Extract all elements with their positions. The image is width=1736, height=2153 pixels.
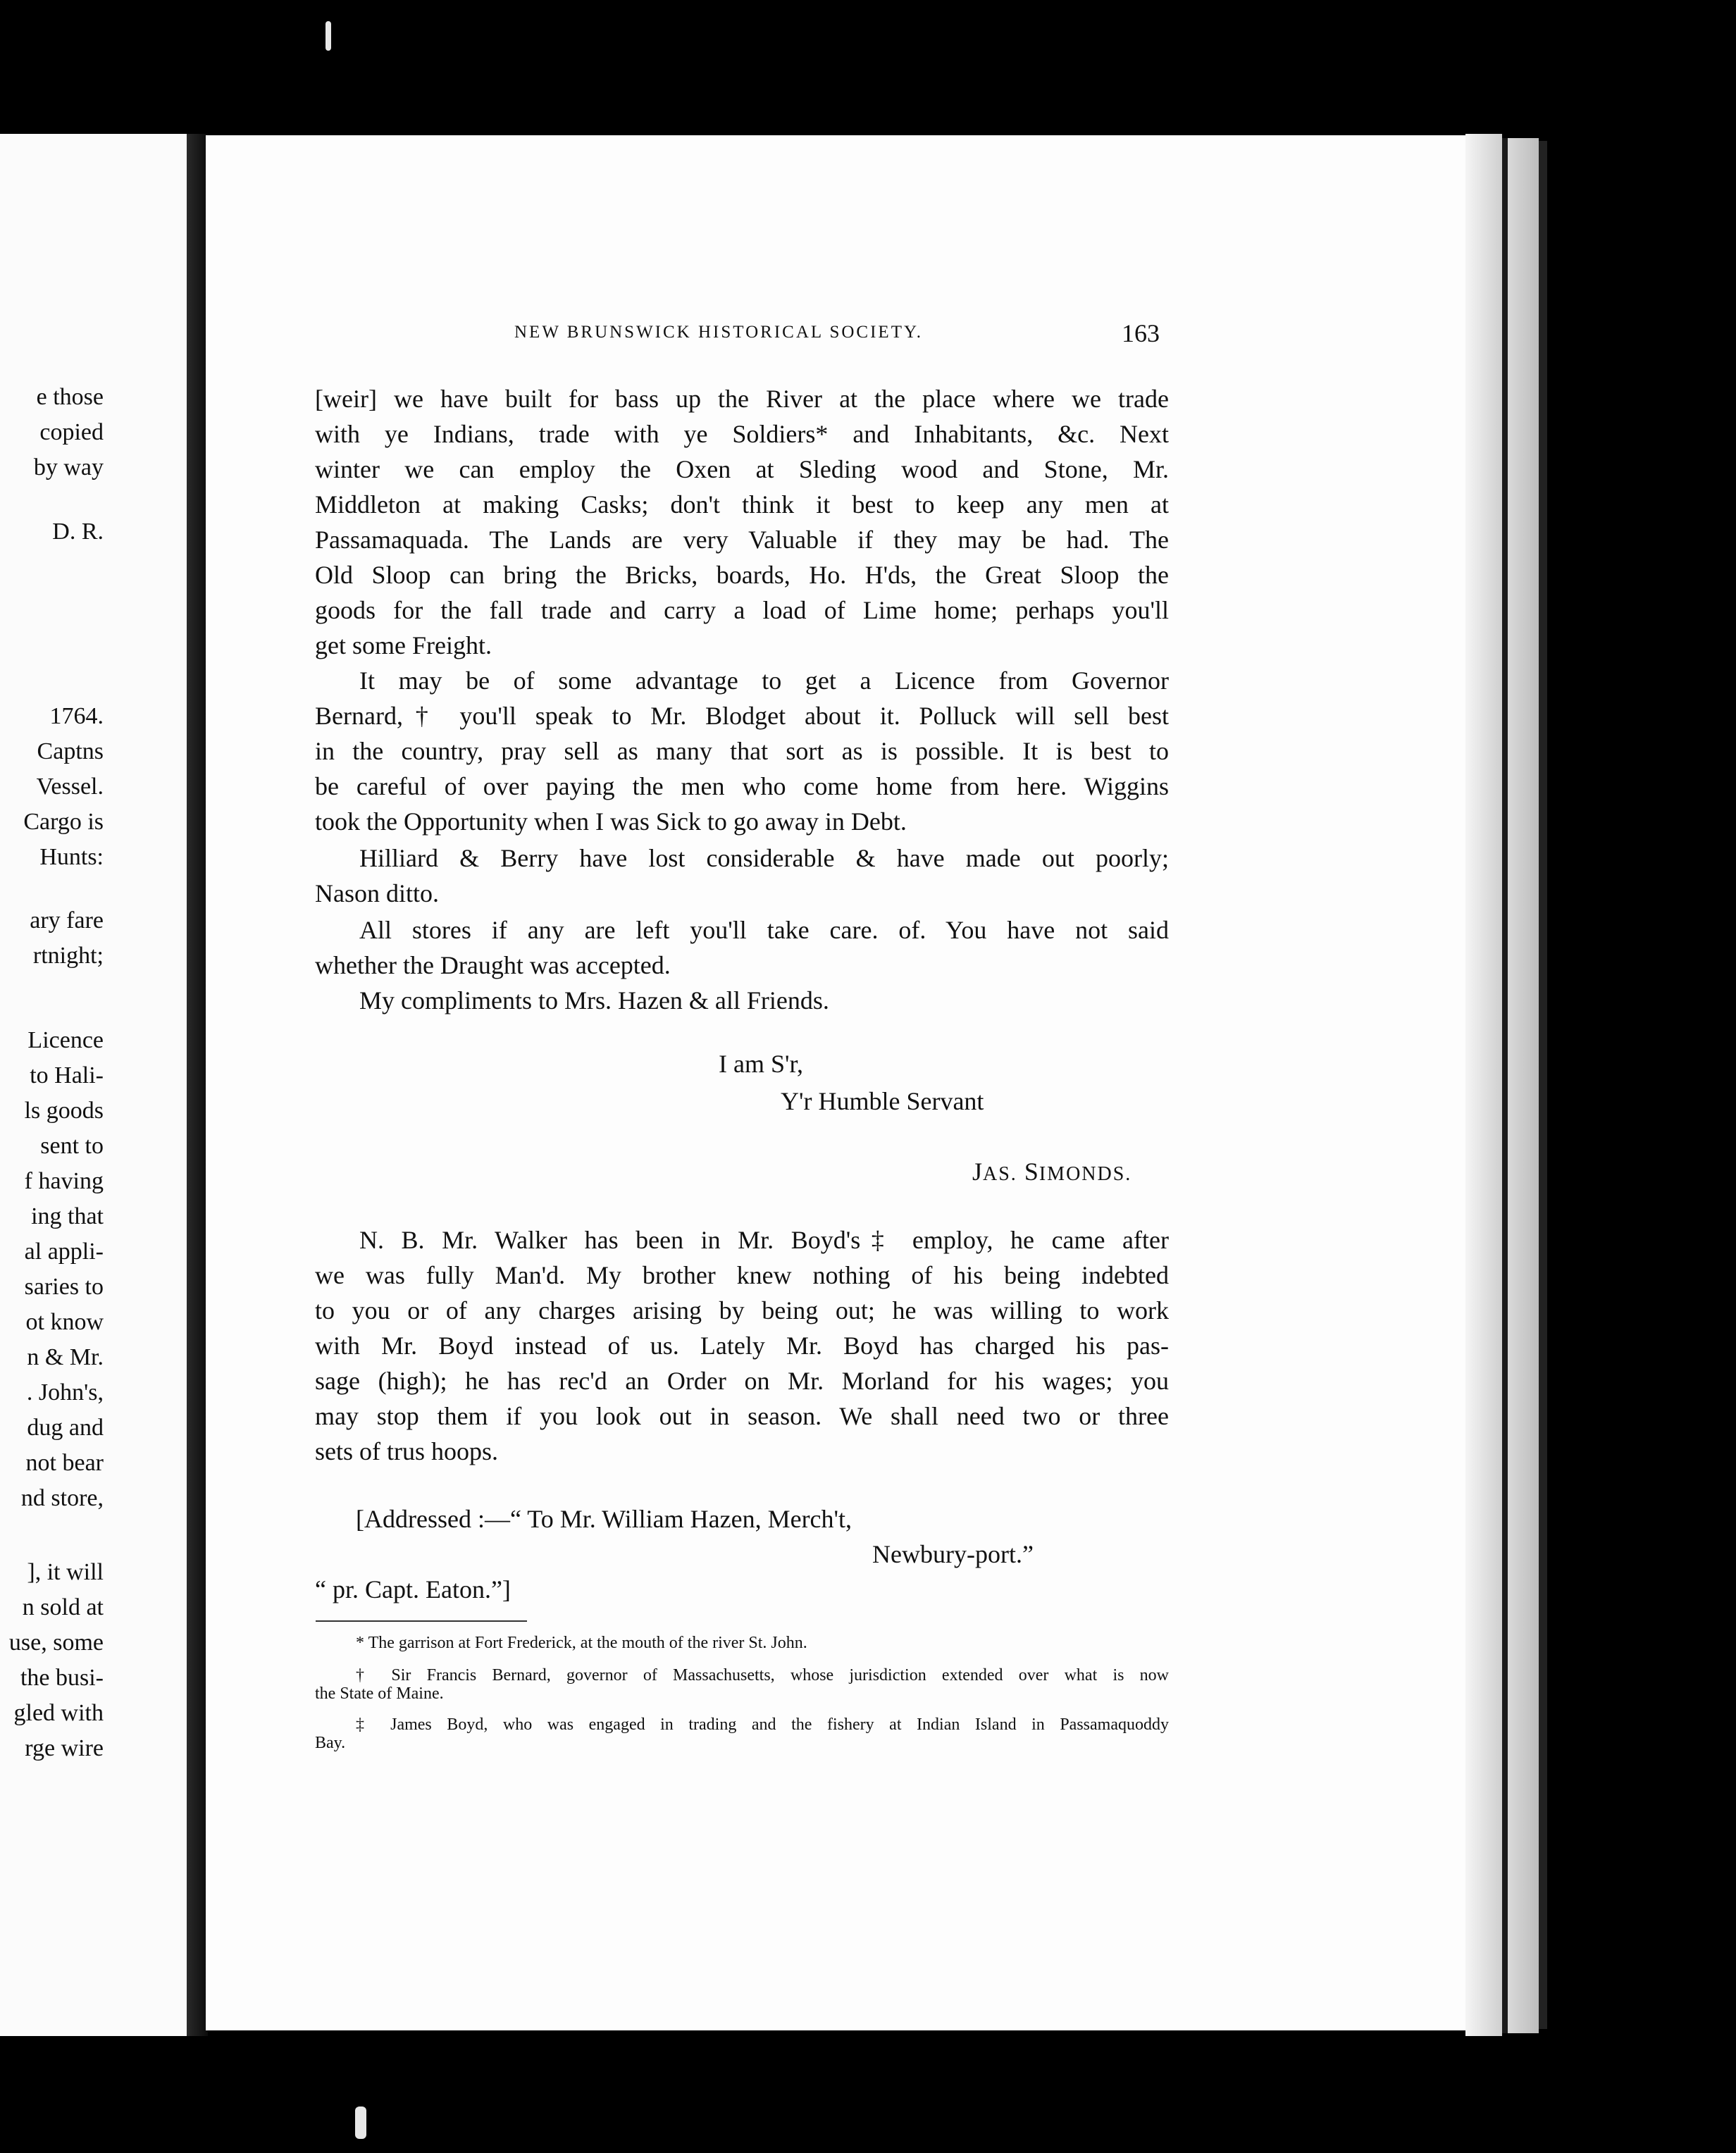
left-page-line: f having [24, 1168, 104, 1194]
left-page-line: ot know [25, 1309, 104, 1335]
left-page-line: Cargo is [23, 809, 104, 835]
text-line: sets of trus hoops. [315, 1437, 498, 1465]
left-page-line: ls goods [24, 1098, 104, 1124]
left-page-line: 1764. [49, 703, 104, 729]
text-line: N. B. Mr. Walker has been in Mr. Boyd's‡ employ, he came after [359, 1226, 1169, 1254]
text-line: winter we can employ the Oxen at Sleding wood and Stone, Mr. [315, 455, 1169, 483]
text-line: [weir] we have built for bass up the River at the place where we trade [315, 385, 1169, 413]
closing-line: I am S'r, [719, 1050, 804, 1078]
left-page-line: e those [36, 384, 104, 410]
text-line: get some Freight. [315, 631, 492, 659]
page-edge [1502, 138, 1508, 2033]
signature [972, 1159, 1132, 1184]
scan-artifact [355, 2107, 366, 2139]
left-page-line: by way [33, 454, 104, 480]
left-page-line: Licence [27, 1027, 104, 1053]
left-page-line: n & Mr. [27, 1344, 104, 1370]
text-line: All stores if any are left you'll take care. of. You have not said [359, 916, 1169, 944]
text-line: with Mr. Boyd instead of us. Lately Mr. Boyd has charged his pas- [315, 1332, 1169, 1360]
page-edge [1465, 134, 1502, 2036]
text-line: took the Opportunity when I was Sick to go away in Debt. [315, 807, 907, 836]
text-line: we was fully Man'd. My brother knew nothing of his being indebted [315, 1261, 1169, 1289]
text-line: It may be of some advantage to get a Licence from Governor [359, 666, 1169, 695]
footnote: ‡ James Boyd, who was engaged in trading and the fishery at Indian Island in Passamaquoddy [356, 1715, 1169, 1734]
footnote: * The garrison at Fort Frederick, at the mouth of the river St. John. [356, 1634, 807, 1652]
left-page-line: Vessel. [36, 774, 104, 800]
left-page-line: the busi- [20, 1665, 104, 1691]
text-line: whether the Draught was accepted. [315, 951, 671, 979]
scan-artifact [326, 21, 331, 51]
page-edge [1539, 141, 1547, 2029]
footnote: † Sir Francis Bernard, governor of Massachusetts, whose jurisdiction extended over what is now [356, 1666, 1169, 1684]
text-line: to you or of any charges arising by being out; he was willing to work [315, 1296, 1169, 1324]
running-head: NEW BRUNSWICK HISTORICAL SOCIETY. [514, 323, 924, 342]
left-page-line: D. R. [52, 519, 104, 545]
left-page-line: rge wire [25, 1735, 104, 1761]
left-page-line: nd store, [20, 1485, 104, 1511]
left-page-line: n sold at [22, 1594, 104, 1620]
footnote: the State of Maine. [315, 1684, 444, 1703]
left-page-line: Captns [37, 738, 104, 764]
closing-line: Y'r Humble Servant [781, 1087, 984, 1115]
signature-initial: S [1024, 1158, 1039, 1186]
address-line: [Addressed :—“ To Mr. William Hazen, Merch't, [356, 1505, 852, 1533]
footnote-rule [316, 1620, 527, 1622]
left-page-line: gled with [13, 1700, 104, 1726]
text-line: Bernard,† you'll speak to Mr. Blodget about it. Polluck will sell best [315, 702, 1169, 730]
text-line: with ye Indians, trade with ye Soldiers* and Inhabitants, &c. Next [315, 420, 1169, 448]
book-gutter [187, 134, 208, 2036]
left-page-fragment [0, 134, 187, 2036]
left-page-line: . John's, [26, 1379, 104, 1406]
text-line: be careful of over paying the men who come home from here. Wiggins [315, 772, 1169, 800]
page-edge [1508, 138, 1539, 2033]
text-line: sage (high); he has rec'd an Order on Mr. Morland for his wages; you [315, 1367, 1169, 1395]
address-line: Newbury-port.” [872, 1540, 1034, 1568]
left-page-line: use, some [8, 1630, 104, 1656]
left-page-line: dug and [27, 1415, 104, 1441]
left-page-line: al appli- [24, 1239, 104, 1265]
left-page-line: ary fare [30, 907, 104, 933]
page-number: 163 [1122, 319, 1160, 347]
left-page-line: ], it will [27, 1559, 104, 1585]
text-line: Passamaquada. The Lands are very Valuable if they may be had. The [315, 526, 1169, 554]
footnote: Bay. [315, 1734, 346, 1752]
address-line: “ pr. Capt. Eaton.”] [315, 1575, 511, 1603]
left-page-line: sent to [40, 1133, 104, 1159]
text-line: goods for the fall trade and carry a load of Lime home; perhaps you'll [315, 596, 1169, 624]
left-page-line: copied [39, 419, 104, 445]
signature-part: AS. [983, 1163, 1017, 1185]
text-line: Middleton at making Casks; don't think it best to keep any men at [315, 490, 1169, 519]
left-page-line: saries to [24, 1274, 104, 1300]
text-line: Hilliard & Berry have lost considerable & have made out poorly; [359, 844, 1169, 872]
left-page-line: rtnight; [32, 943, 104, 969]
left-page-line: to Hali- [30, 1062, 104, 1088]
signature-part: IMONDS. [1038, 1163, 1132, 1185]
text-line: Old Sloop can bring the Bricks, boards, Ho. H'ds, the Great Sloop the [315, 561, 1169, 589]
text-line: in the country, pray sell as many that sort as is possible. It is best to [315, 737, 1169, 765]
left-page-line: ing that [31, 1203, 104, 1229]
text-line: may stop them if you look out in season. We shall need two or three [315, 1402, 1169, 1430]
text-line: My compliments to Mrs. Hazen & all Friends. [359, 986, 829, 1015]
left-page-line: Hunts: [39, 844, 104, 870]
left-page-line: not bear [25, 1450, 104, 1476]
signature-initial: J [972, 1158, 984, 1186]
text-line: Nason ditto. [315, 879, 439, 907]
